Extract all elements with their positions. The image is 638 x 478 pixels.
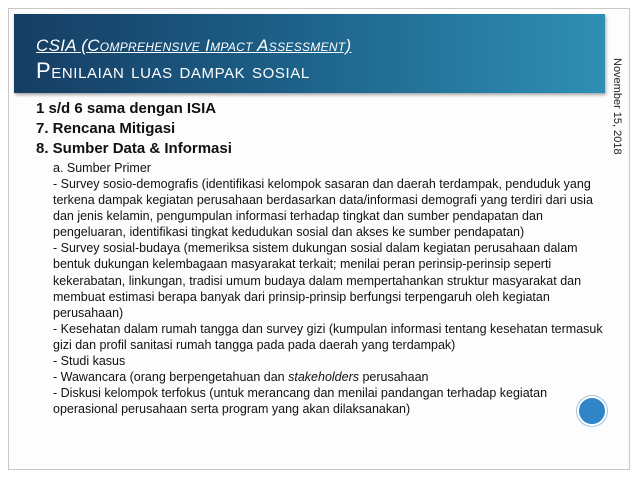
item-socio-cultural-survey: - Survey sosial-budaya (memeriksa sistem dukungan sosial dalam kegiatan perusahaan dalam bentuk dukungan kelembagaan masyarakat terkait; menilai peran perinsip-perinsip seperti kekerabatan, linkungan, tradisi umum budaya dalam mempertahankan struktur masyarakat dan membuat estimasi berapa banyak dari prinsip-prinsip berfungsi terpengaruh oleh kegiatan perusahaan) [53,241,582,320]
bullet-mitigation: 7. Rencana Mitigasi [36,120,176,137]
bullet-isia: 1 s/d 6 sama dengan ISIA [36,100,217,117]
slide-content [36,99,606,417]
slide-title-line-2: Penilaian luas dampak sosial [36,58,310,83]
sub-list [53,160,606,417]
item-focus-group: - Diskusi kelompok terfokus (untuk merancang dan menilai pandangan terhadap kegiatan operasional perusahaan serta program yang akan dilaksanakan) [53,386,548,417]
slide-title-line-1: CSIA (Comprehensive Impact Assessment) [36,36,352,55]
sub-heading-primary-sources: a. Sumber Primer [53,161,151,175]
interview-suffix: perusahaan [358,370,429,385]
bullet-data-sources: 8. Sumber Data & Informasi [36,140,232,157]
item-health-nutrition-survey: - Kesehatan dalam rumah tangga dan survey gizi (kumpulan informasi tentang kesehatan termasuk gizi dan profil sanitasi rumah tangga pada pada daerah yang terdampak) [53,321,603,352]
item-interview [53,369,606,385]
interview-prefix: - Wawancara (orang berpengetahuan dan [53,370,289,385]
interview-stakeholders: stakeholders [288,370,359,385]
slide-date: November 15, 2018 [611,58,623,155]
item-case-study: - Studi kasus [53,354,126,369]
decorative-circle-icon [577,396,607,426]
item-socio-demographic-survey: - Survey sosio-demografis (identifikasi kelompok sasaran dan daerah terdampak, penduduk yang terkena dampak kegiatan perusahaan berdasarkan data/informasi demografi yang terdiri dari usia dan jenis kelamin, pengumpulan informasi terhadap tingkat dan sumber pendapatan dan pengeluaran, identifikasi tingkat kedudukan sosial dan akses ke sumber pendapatan) [53,177,593,240]
title-bar [14,14,605,93]
